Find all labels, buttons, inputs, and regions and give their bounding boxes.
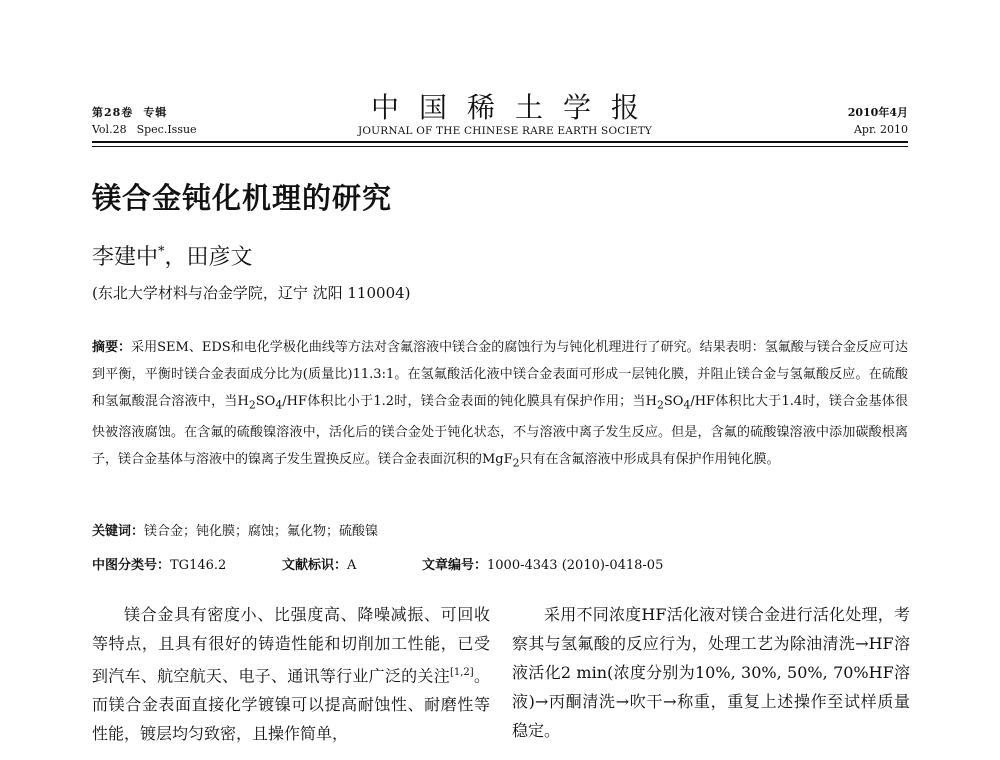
author-separator: ， — [164, 245, 187, 270]
clc-number — [92, 554, 226, 573]
subscript: 2 — [512, 456, 520, 470]
keywords — [92, 520, 378, 539]
special-issue-en: Spec.Issue — [136, 123, 197, 136]
authors — [92, 240, 253, 271]
journal-title-en: JOURNAL OF THE CHINESE RARE EARTH SOCIETY — [357, 125, 653, 137]
doc-value: A — [347, 558, 357, 573]
journal-masthead — [340, 92, 670, 138]
subscript: 4 — [683, 398, 691, 412]
header-rule-thick — [92, 141, 908, 143]
volume-cn: 第28卷 — [92, 106, 134, 119]
abstract-text: SO — [255, 394, 276, 409]
art-value: 1000-4343 (2010)-0418-05 — [487, 558, 664, 573]
body-text: 。而镁合金表面直接化学镀镍可以提高耐蚀性、耐磨性等性能，镀层均匀致密，且操作简单， — [92, 666, 490, 744]
body-column-right — [512, 600, 910, 745]
paragraph — [92, 600, 490, 748]
issue-en — [92, 121, 207, 138]
date-cn: 2010年4月 — [847, 106, 908, 119]
paragraph: 采用不同浓度HF活化液对镁合金进行活化处理，考察其与氢氟酸的反应行为，处理工艺为除油清洗→HF溶液活化2 min(浓度分别为10%, 30%, 50%, 70%HF溶液)→丙酮清洗→吹干→称重，重复上述操作至试样质量稳定。 — [512, 605, 910, 740]
special-issue-cn: 专辑 — [143, 106, 168, 119]
article-number — [422, 554, 663, 573]
abstract-text: SO — [663, 394, 684, 409]
subscript: 2 — [656, 398, 664, 412]
issue-cn — [92, 104, 207, 121]
document-code — [282, 554, 356, 573]
abstract-label: 摘要： — [92, 340, 132, 355]
subscript: 2 — [248, 398, 256, 412]
affiliation: (东北大学材料与冶金学院，辽宁 沈阳 110004) — [92, 284, 411, 302]
abstract-text: 只有在含氟溶液中形成具有保护作用钝化膜。 — [519, 451, 780, 467]
abstract-text: /HF体积比小于1.2时，镁合金表面的钝化膜具有保护作用；当H — [282, 394, 657, 409]
journal-title-cn: 中国稀土学报 — [370, 91, 659, 124]
body-text: 镁合金具有密度小、比强度高、降噪减振、可回收等特点，且具有很好的铸造性能和切削加工性能，已受到汽车、航空航天、电子、通讯等行业广泛的关注 — [92, 605, 490, 686]
subscript: 4 — [275, 398, 283, 412]
keywords-label: 关键词： — [92, 524, 145, 539]
abstract — [92, 334, 908, 476]
corresponding-mark: * — [158, 244, 165, 260]
article-title: 镁合金钝化机理的研究 — [92, 181, 393, 215]
art-label: 文章编号： — [422, 558, 488, 573]
date-en: Apr. 2010 — [853, 123, 908, 136]
abstract-text: 采用SEM、EDS和电化学极化曲线等方法对含氟溶液中镁合金的腐蚀行为与钝化机理进行了研究。结果表明：氢氟酸与镁合金反应可达到平衡，平衡时镁合金表面成分比为(质量比)11.3:1。在氢氟酸活化液中镁合金表面可形成一层钝化膜，并阻止镁合金与氢氟酸反应。在硫酸和氢氟酸混合溶液中，当H — [92, 340, 908, 409]
issue-info — [92, 104, 207, 138]
header-rule-thin — [92, 146, 908, 147]
keywords-text: 镁合金；钝化膜；腐蚀；氟化物；硫酸镍 — [144, 524, 379, 539]
clc-label: 中图分类号： — [92, 558, 171, 573]
issue-date — [848, 104, 908, 138]
abstract-text: /HF体积比大于1.4时，镁合金基体很快被溶液腐蚀。在含氟的硫酸镍溶液中，活化后的镁合金处于钝化状态，不与溶液中离子发生反应。但是，含氟的硫酸镍溶液中添加碳酸根离子，镁合金基体与溶液中的镍离子发生置换反应。镁合金表面沉积的MgF — [92, 394, 908, 467]
volume-en: Vol.28 — [92, 123, 127, 136]
clc-value: TG146.2 — [170, 558, 227, 573]
author-2: 田彦文 — [186, 245, 253, 270]
body-column-left — [92, 600, 490, 748]
doc-label: 文献标识： — [282, 558, 348, 573]
citation-ref: [1,2] — [449, 667, 474, 678]
author-1: 李建中 — [92, 245, 159, 270]
